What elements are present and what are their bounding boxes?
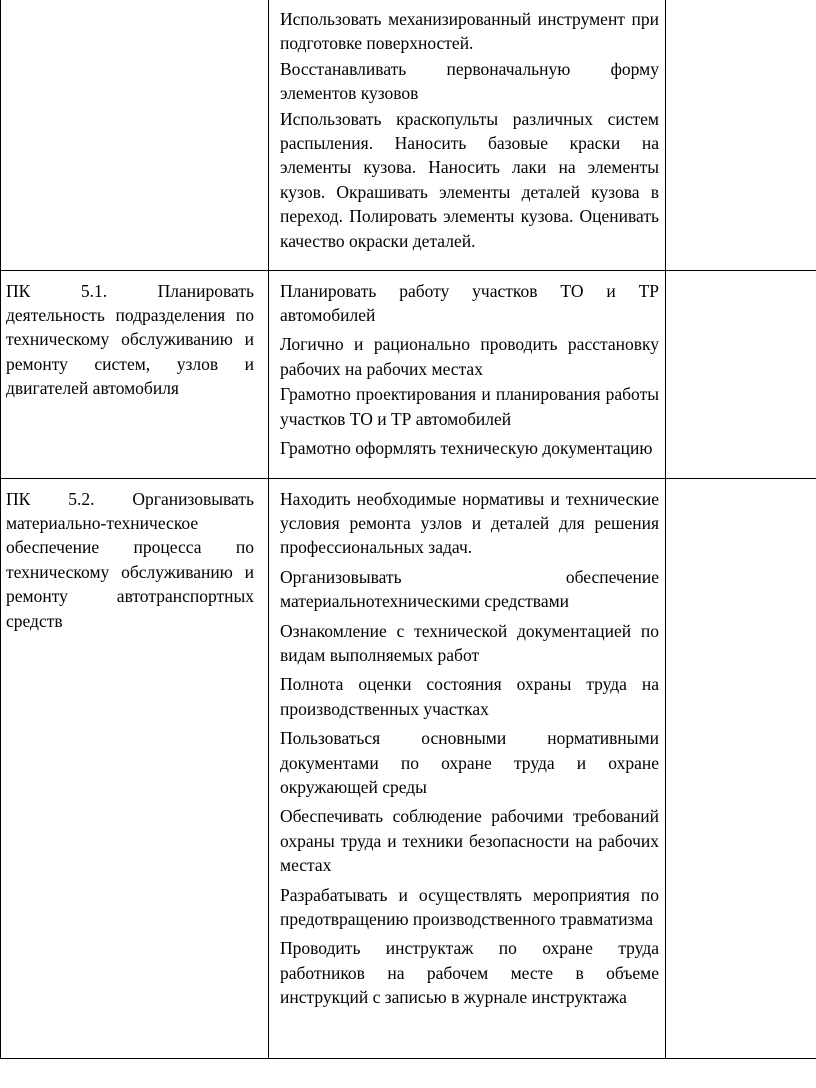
skill-item: Полнота оценки состояния охраны труда на производственных участках: [280, 674, 659, 719]
skill-item: Планировать работу участков ТО и ТР автомобилей: [280, 280, 659, 325]
competency-cell: [1, 0, 269, 270]
skill-item: Находить необходимые нормативы и технические условия ремонта узлов и деталей для решения профессиональных задач.: [280, 488, 659, 558]
skill-item: Грамотно проектирования и планирования работы участков ТО и ТР автомобилей: [280, 384, 659, 429]
empty-cell: [666, 270, 816, 478]
skill-item: Организовывать обеспечение материальнотехническими средствами: [280, 566, 659, 612]
skills-cell: [269, 0, 666, 270]
table-row: [1, 0, 816, 270]
empty-cell: [666, 478, 816, 1058]
skill-item: Использовать механизированный инструмент при подготовке поверхностей.: [280, 9, 659, 54]
skill-item: Проводить инструктаж по охране труда работников на рабочем месте в объеме инструкций с записью в журнале инструктажа: [280, 938, 659, 1008]
skill-item: Пользоваться основными нормативными документами по охране труда и охране окружающей среды: [280, 728, 659, 797]
skill-item: Ознакомление с технической документацией по видам выполняемых работ: [280, 620, 659, 665]
skill-item: Восстанавливать первоначальную форму элементов кузовов: [280, 58, 659, 104]
skill-item: Обеспечивать соблюдение рабочими требований охраны труда и техники безопасности на рабочих местах: [280, 806, 659, 876]
skill-item: Использовать краскопульты различных систем распыления. Наносить базовые краски на элементы кузова. Наносить лаки на элементы кузов. Окрашивать элементы деталей кузова в переход. Полировать элементы кузова. Оценивать качество окраски деталей.: [280, 108, 659, 251]
skill-item: Грамотно оформлять техническую документацию: [280, 437, 653, 458]
skills-cell: [269, 478, 666, 1058]
skill-item: Логично и рационально проводить расстановку рабочих на рабочих местах: [280, 334, 659, 379]
competency-cell: [1, 478, 269, 1058]
competency-label: ПК 5.2. Организовывать материально-техническое обеспечение процесса по техническому обслуживанию и ремонту автотранспортных средств: [6, 488, 254, 631]
empty-cell: [666, 0, 816, 270]
competency-cell: [1, 270, 269, 478]
table-row: [1, 270, 816, 478]
table-row: [1, 478, 816, 1058]
skills-cell: [269, 270, 666, 478]
competency-label: ПК 5.1. Планировать деятельность подразделения по техническому обслуживанию и ремонту систем, узлов и двигателей автомобиля: [6, 280, 254, 399]
skill-item: Разрабатывать и осуществлять мероприятия по предотвращению производственного травматизма: [280, 884, 659, 929]
